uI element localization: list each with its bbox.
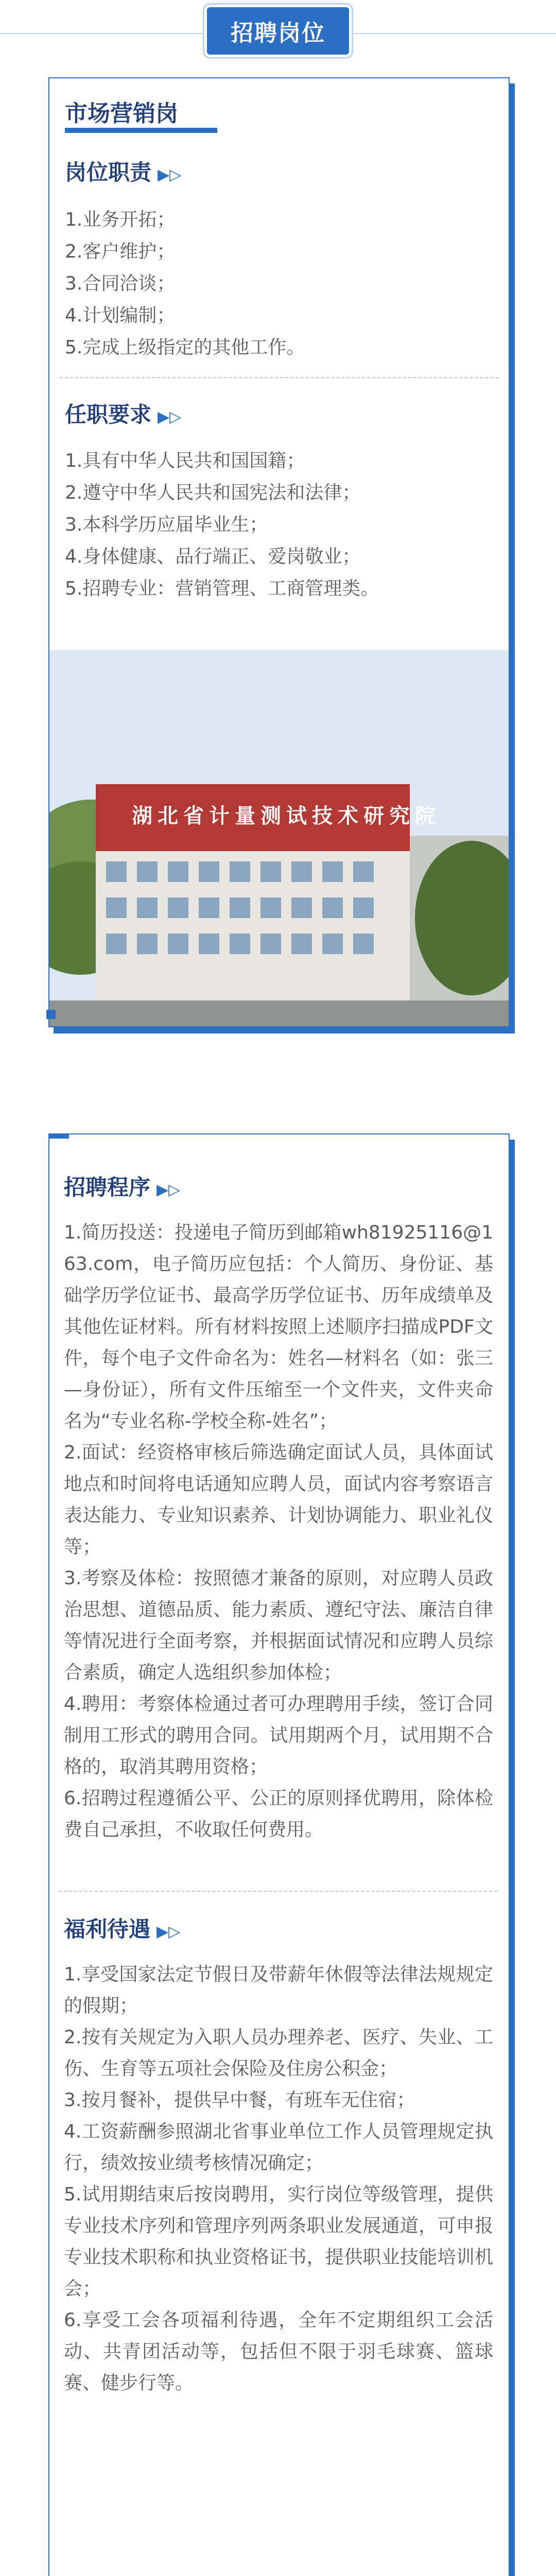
process-list: [64, 1217, 493, 1845]
list-item: 6.招聘过程遵循公平、公正的原则择优聘用，除体检费自己承担，不收取任何费用。: [64, 1788, 493, 1840]
list-item: 4.计划编制；: [65, 305, 176, 326]
benefits-heading: 福利待遇 ▶▷: [64, 1917, 181, 1942]
divider: [60, 377, 498, 378]
list-item: 1.具有中华人民共和国国籍；: [65, 450, 305, 471]
list-item: 1.业务开拓；: [65, 209, 176, 230]
list-item: 4.工资薪酬参照湖北省事业单位工作人员管理规定执行，绩效按业绩考核情况确定；: [64, 2121, 493, 2174]
requirements-list: [65, 445, 492, 605]
list-item: 3.考察及体检：按照德才兼备的原则，对应聘人员政治思想、道德品质、能力素质、遵纪守法、廉洁自律等情况进行全面考察，并根据面试情况和应聘人员综合素质，确定人选组织参加体检；: [64, 1568, 493, 1683]
positions-card: [48, 77, 510, 1027]
building-sign: 湖北省计量测试技术研究院: [132, 804, 441, 828]
duties-heading: 岗位职责 ▶▷: [65, 160, 182, 185]
list-item: 2.面试：经资格审核后筛选确定面试人员，具体面试地点和时间将电话通知应聘人员，面试内容考察语言表达能力、专业知识素养、计划协调能力、职业礼仪等；: [64, 1442, 493, 1557]
list-item: 3.按月餐补，提供早中餐，有班车无住宿；: [64, 2090, 415, 2111]
arrow-icon: ▶▷: [158, 166, 182, 184]
list-item: 5.招聘专业：营销管理、工商管理类。: [65, 578, 379, 599]
benefits-list: [64, 1959, 493, 2399]
building-photo: [49, 650, 509, 1026]
list-item: 2.客户维护；: [65, 241, 176, 262]
section-tab-positions: 招聘岗位: [207, 7, 349, 55]
list-item: 1.享受国家法定节假日及带薪年休假等法律法规规定的假期；: [64, 1964, 493, 2016]
list-item: 6.享受工会各项福利待遇，全年不定期组织工会活动、共青团活动等，包括但不限于羽毛球赛、篮球赛、健步行等。: [64, 2310, 493, 2394]
list-item: 2.遵守中华人民共和国宪法和法律；: [65, 482, 361, 503]
building-illustration: [49, 650, 509, 1026]
list-item: 2.按有关规定为入职人员办理养老、医疗、失业、工伤、生育等五项社会保险及住房公积金；: [64, 2027, 493, 2079]
list-item: 5.试用期结束后按岗聘用，实行岗位等级管理，提供专业技术序列和管理序列两条职业发展通道，可申报专业技术职称和执业资格证书，提供职业技能培训机会；: [64, 2184, 493, 2299]
list-item: 3.本科学历应届毕业生；: [65, 514, 268, 535]
divider: [59, 1891, 497, 1892]
arrow-icon: ▶▷: [158, 408, 182, 426]
list-item: 4.聘用：考察体检通过者可办理聘用手续，签订合同制用工形式的聘用合同。试用期两个月，试用期不合格的，取消其聘用资格；: [64, 1693, 493, 1777]
list-item: 1.简历投送：投递电子简历到邮箱wh81925116@163.com，电子简历应包括：个人简历、身份证、基础学历学位证书、最高学历学位证书、历年成绩单及其他佐证材料。所有材料按照上述顺序扫描成PDF文件，每个电子文件命名为：姓名—材料名（如：张三—身份证），所有文件压缩至一个文件夹，文件夹命名为“专业名称-学校全称-姓名”；: [64, 1222, 493, 1432]
list-item: 5.完成上级指定的其他工作。: [65, 337, 305, 358]
requirements-heading: 任职要求 ▶▷: [65, 402, 182, 427]
process-heading: 招聘程序 ▶▷: [64, 1175, 181, 1200]
arrow-icon: ▶▷: [157, 1181, 181, 1199]
card-corner: [46, 1010, 56, 1019]
list-item: 4.身体健康、品行端正、爱岗敬业；: [65, 546, 361, 567]
title-underline: [65, 128, 217, 133]
position-title: 市场营销岗: [65, 100, 178, 127]
list-item: 3.合同洽谈；: [65, 273, 176, 294]
duties-list: [65, 204, 492, 364]
card-corner-mark: [48, 1133, 69, 1139]
arrow-icon: ▶▷: [157, 1923, 181, 1941]
